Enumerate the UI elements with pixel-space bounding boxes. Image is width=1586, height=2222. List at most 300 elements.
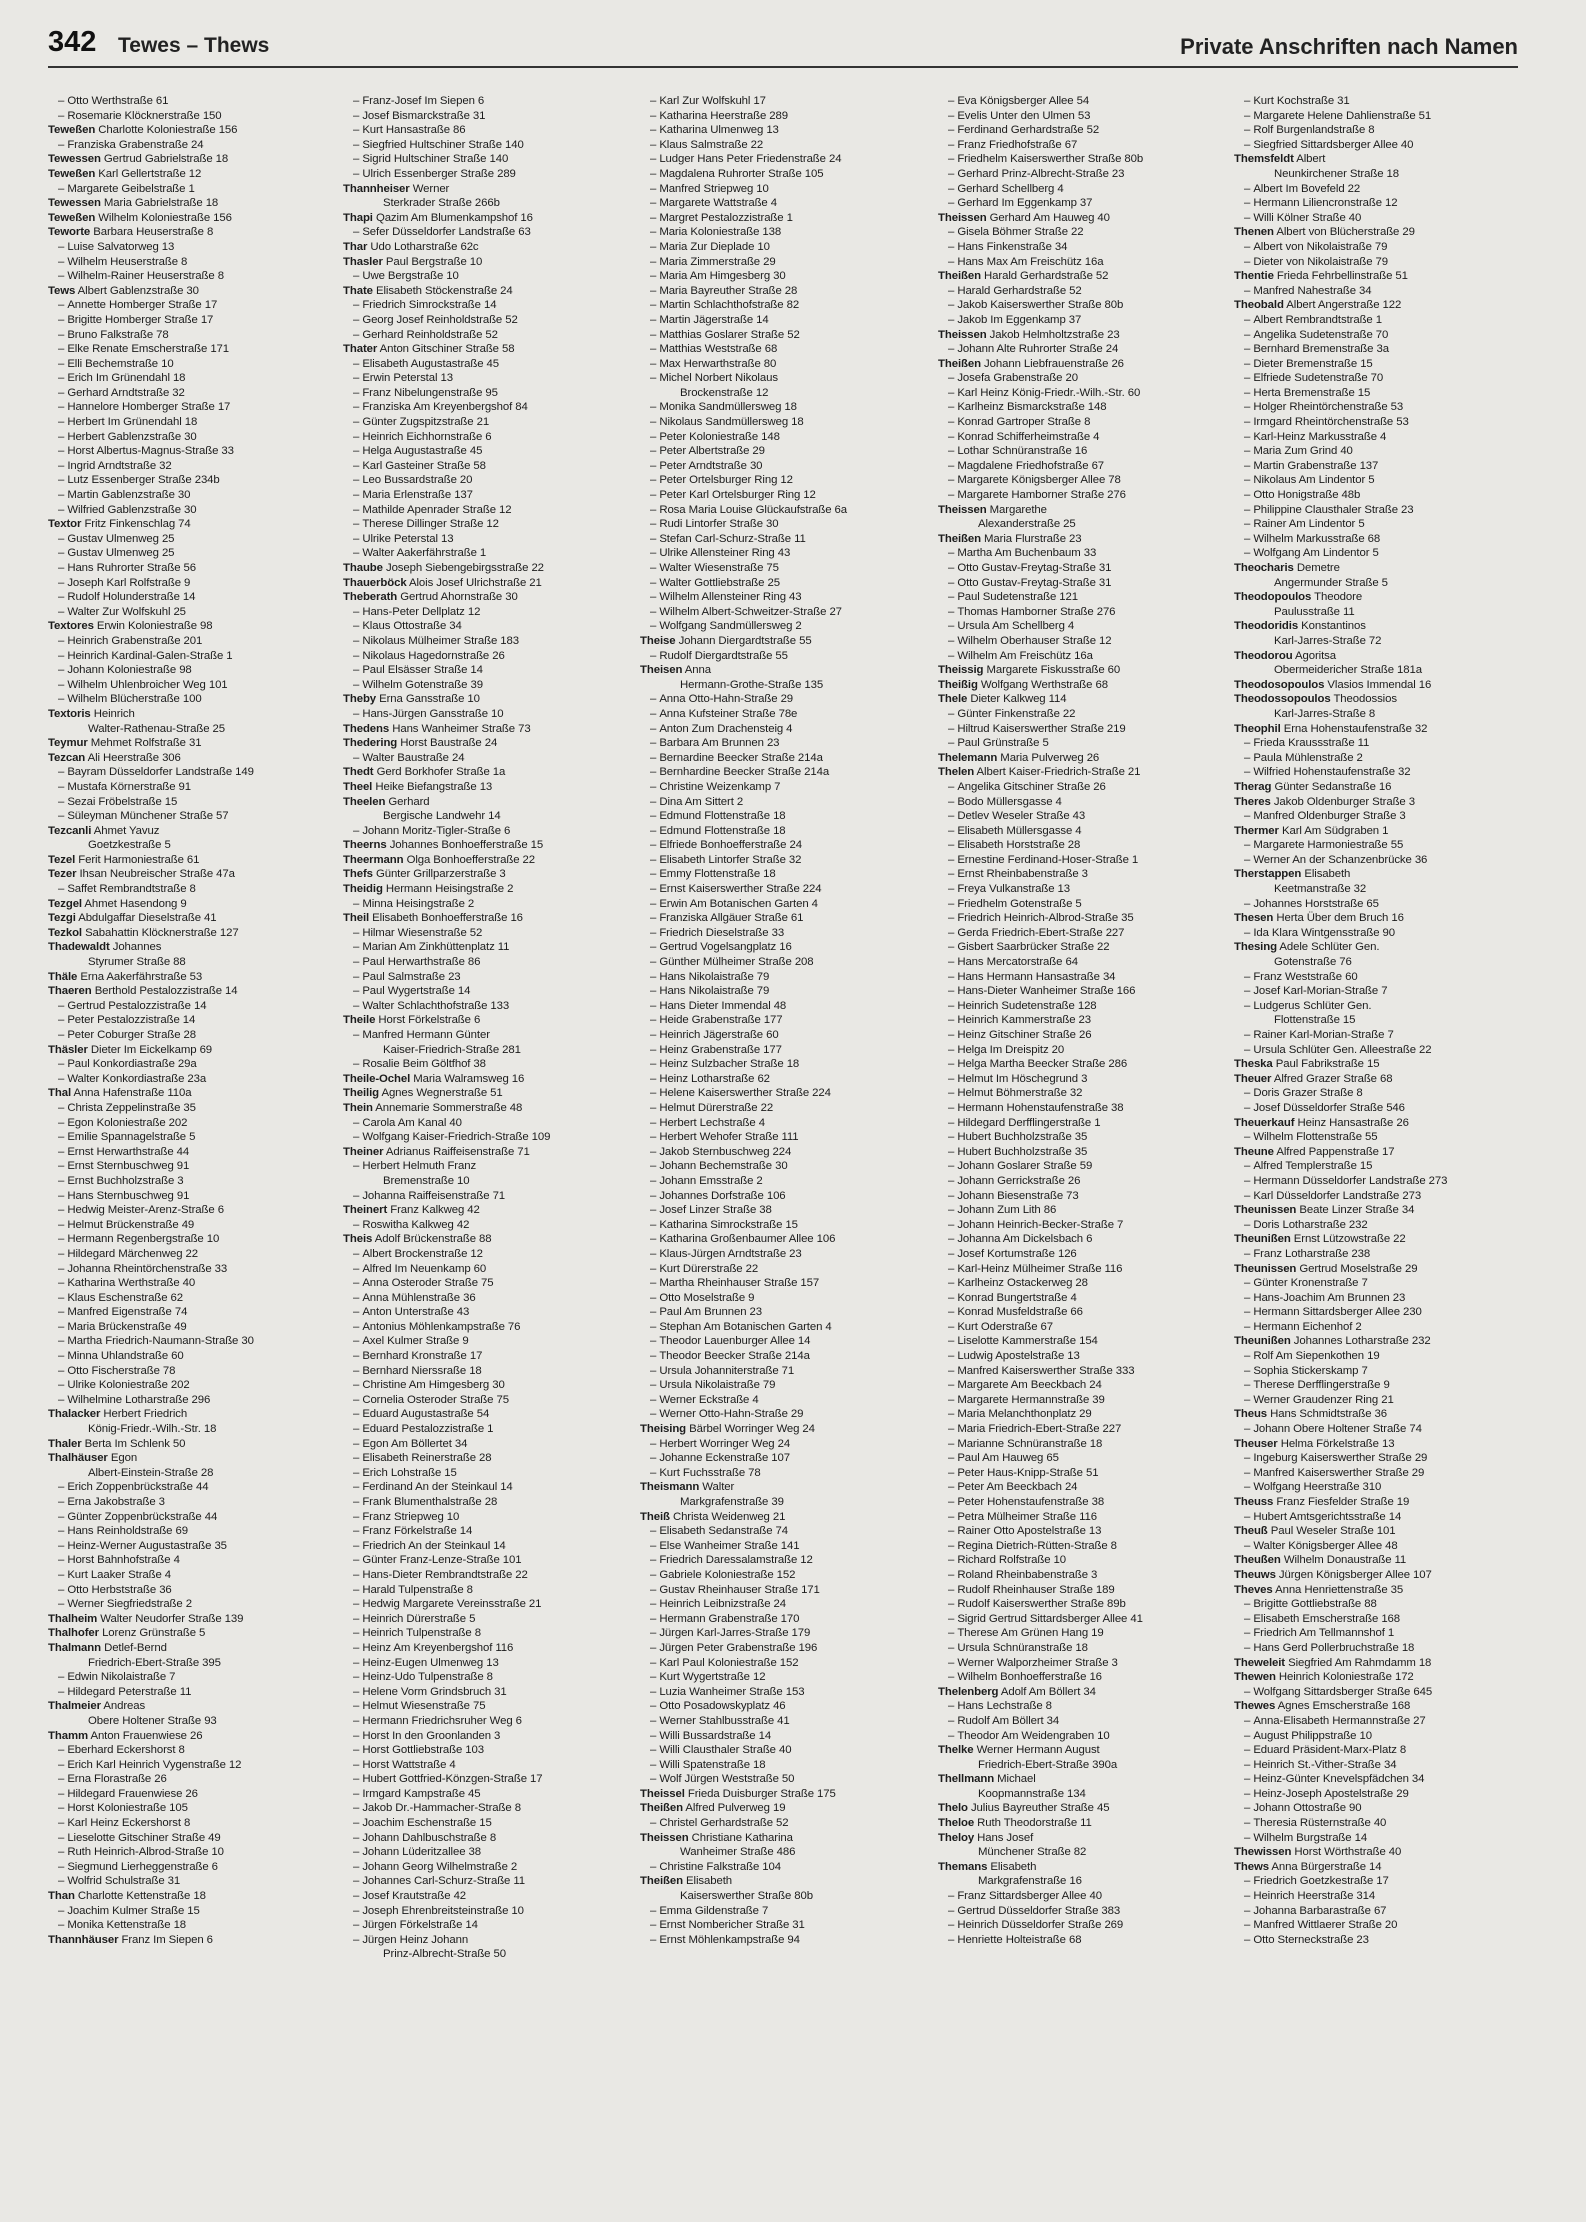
surname: Theocharis xyxy=(1234,562,1294,574)
directory-entry xyxy=(48,1189,338,1204)
directory-entry xyxy=(343,736,633,751)
directory-entry xyxy=(1234,1729,1524,1744)
surname: Theil xyxy=(343,912,370,925)
entry-text: Karl Heinz König-Friedr.-Wilh.-Str. 60 xyxy=(957,386,1141,399)
entry-text: Hans Sternbuschweg 91 xyxy=(67,1189,190,1202)
entry-text: Wilhelm Koloniestraße 156 xyxy=(95,211,232,224)
entry-text: Franz Sittardsberger Allee 40 xyxy=(957,1890,1102,1903)
directory-entry xyxy=(1234,1845,1524,1860)
entry-text: Maria Flurstraße 23 xyxy=(980,532,1082,545)
entry-text: Manfred Hermann Günter xyxy=(362,1029,490,1041)
entry-text: Hermann Düsseldorfer Landstraße 273 xyxy=(1253,1174,1448,1187)
surname: Thentie xyxy=(1234,270,1274,283)
entry-text: Peter Haus-Knipp-Straße 51 xyxy=(957,1466,1099,1479)
directory-entry xyxy=(640,1699,930,1714)
directory-entry xyxy=(343,386,633,401)
directory-entry xyxy=(1234,342,1524,357)
surname: Thadewaldt xyxy=(48,941,110,954)
entry-text: Otto Herbststraße 36 xyxy=(67,1583,172,1596)
entry-text: Otto Honigstraße 48b xyxy=(1253,489,1361,502)
directory-entry xyxy=(938,1378,1228,1393)
entry-text: Rudi Lintorfer Straße 30 xyxy=(659,518,779,531)
directory-entry xyxy=(1234,459,1524,474)
directory-entry xyxy=(938,736,1228,751)
directory-entry xyxy=(1234,240,1524,255)
entry-text: Vlasios Immendal 16 xyxy=(1324,678,1432,691)
entry-text: Otto Gustav-Freytag-Straße 31 xyxy=(957,576,1112,589)
directory-entry xyxy=(1234,1860,1524,1875)
directory-entry xyxy=(938,298,1228,313)
entry-text: Agnes Wegnerstraße 51 xyxy=(379,1087,503,1100)
entry-text: Rolf Am Siepenkothen 19 xyxy=(1253,1350,1380,1363)
address-continuation: Markgrafenstraße 39 xyxy=(680,1496,784,1508)
directory-entry xyxy=(640,284,930,299)
directory-entry xyxy=(640,123,930,138)
directory-entry xyxy=(48,182,338,197)
directory-entry xyxy=(343,1057,633,1072)
entry-text: Hans Hermann Hansastraße 34 xyxy=(957,970,1116,983)
directory-entry xyxy=(1234,692,1524,707)
directory-entry xyxy=(1234,1262,1524,1277)
entry-text: Berthold Pestalozzistraße 14 xyxy=(91,985,238,998)
surname: Theby xyxy=(343,693,377,706)
directory-entry xyxy=(938,1013,1228,1028)
entry-text: Werner Eckstraße 4 xyxy=(659,1393,759,1406)
entry-text: Katharina Großenbaumer Allee 106 xyxy=(659,1233,836,1246)
entry-text: Max Herwarthstraße 80 xyxy=(659,357,777,370)
directory-entry xyxy=(938,225,1228,240)
directory-entry xyxy=(1234,1305,1524,1320)
surname: Thaler xyxy=(48,1437,82,1450)
directory-entry xyxy=(640,1495,930,1510)
entry-text: Hans Josef xyxy=(974,1831,1034,1844)
directory-entry xyxy=(48,1451,338,1466)
directory-entry xyxy=(938,1874,1228,1889)
entry-text: Dina Am Sittert 2 xyxy=(659,795,744,808)
entry-text: Christa Weidenweg 21 xyxy=(669,1510,786,1523)
directory-entry xyxy=(1234,1393,1524,1408)
entry-text: Charlotte Kettenstraße 18 xyxy=(74,1890,206,1903)
directory-entry xyxy=(48,386,338,401)
entry-text: Gisbert Saarbrücker Straße 22 xyxy=(957,941,1110,954)
entry-text: Bernhard Kronstraße 17 xyxy=(362,1350,483,1363)
directory-entry xyxy=(640,882,930,897)
directory-entry xyxy=(938,386,1228,401)
surname: Theodorou xyxy=(1234,649,1293,662)
address-continuation: Keetmanstraße 32 xyxy=(1274,883,1367,896)
directory-entry xyxy=(343,1758,633,1773)
directory-entry xyxy=(938,1933,1228,1948)
entry-text: Heike Biefangstraße 13 xyxy=(372,780,493,793)
directory-entry xyxy=(640,1772,930,1787)
directory-entry xyxy=(938,1889,1228,1904)
directory-entry xyxy=(343,1349,633,1364)
entry-text: Martin Gablenzstraße 30 xyxy=(67,489,191,502)
directory-entry xyxy=(343,123,633,138)
entry-text: Erna Aakerfährstraße 53 xyxy=(77,970,203,983)
surname: Tewessen xyxy=(48,197,101,210)
entry-text: Saffet Rembrandtstraße 8 xyxy=(67,883,196,896)
directory-entry xyxy=(343,838,633,853)
surname: Theissen xyxy=(938,503,987,516)
surname: Theunißen xyxy=(1234,1335,1291,1348)
entry-text: Werner Hermann August xyxy=(973,1744,1100,1757)
surname: Thater xyxy=(343,343,378,356)
entry-text: Franziska Grabenstraße 24 xyxy=(67,138,204,151)
directory-entry xyxy=(343,590,633,605)
directory-entry xyxy=(938,897,1228,912)
entry-text: Elisabeth Augustastraße 45 xyxy=(362,357,500,370)
entry-text: Ali Heerstraße 306 xyxy=(85,751,181,764)
entry-text: Maria Zur Dieplade 10 xyxy=(659,240,770,253)
entry-text: Gerhard Schellberg 4 xyxy=(957,182,1064,195)
directory-entry xyxy=(343,1232,633,1247)
entry-text: Manfred Kaiserswerther Straße 29 xyxy=(1253,1466,1425,1479)
surname: Thelenberg xyxy=(938,1685,999,1698)
directory-entry xyxy=(1234,1276,1524,1291)
entry-text: Walter Wiesenstraße 75 xyxy=(659,562,779,574)
directory-entry xyxy=(938,1553,1228,1568)
directory-entry xyxy=(1234,1699,1524,1714)
entry-text: Siegfried Am Rahmdamm 18 xyxy=(1285,1656,1432,1669)
directory-entry xyxy=(640,1320,930,1335)
directory-entry xyxy=(1234,561,1524,576)
directory-entry xyxy=(343,1947,633,1962)
directory-entry xyxy=(48,707,338,722)
entry-text: Liselotte Kammerstraße 154 xyxy=(957,1335,1098,1348)
directory-entry xyxy=(640,1933,930,1948)
entry-text: Elfriede Bonhoefferstraße 24 xyxy=(659,839,802,852)
directory-entry xyxy=(48,1699,338,1714)
entry-text: Heinz Sulzbacher Straße 18 xyxy=(659,1058,800,1071)
directory-entry xyxy=(343,488,633,503)
entry-text: Gustav Rheinhauser Straße 171 xyxy=(659,1583,820,1596)
entry-text: Gerhard xyxy=(385,795,430,808)
entry-text: Wilhelm Allensteiner Ring 43 xyxy=(659,591,802,604)
directory-entry xyxy=(48,1043,338,1058)
directory-entry xyxy=(1234,882,1524,897)
entry-text: Johannes Dorfstraße 106 xyxy=(659,1189,786,1202)
directory-entry xyxy=(48,882,338,897)
entry-text: Dieter Im Eickelkamp 69 xyxy=(87,1043,213,1056)
directory-entry xyxy=(640,313,930,328)
entry-text: Lutz Essenberger Straße 234b xyxy=(67,474,220,487)
directory-entry xyxy=(1234,1101,1524,1116)
entry-text: Margarete Geibelstraße 1 xyxy=(67,182,195,195)
directory-entry xyxy=(1234,1028,1524,1043)
directory-entry xyxy=(640,138,930,153)
entry-text: Horst Wörthstraße 40 xyxy=(1291,1846,1402,1859)
surname: Therstappen xyxy=(1234,868,1302,881)
entry-text: Johannes Lotharstraße 232 xyxy=(1290,1335,1431,1348)
entry-text: Theodor Am Weidengraben 10 xyxy=(957,1729,1110,1742)
directory-entry xyxy=(938,1714,1228,1729)
entry-text: Luise Salvatorweg 13 xyxy=(67,240,175,253)
surname: Thaeren xyxy=(48,985,92,998)
entry-text: Albert Kaiser-Friedrich-Straße 21 xyxy=(974,766,1141,779)
directory-entry xyxy=(640,824,930,839)
directory-entry xyxy=(343,473,633,488)
entry-text: Jürgen Heinz Johann xyxy=(362,1933,469,1946)
entry-text: Hans Max Am Freischütz 16a xyxy=(957,255,1104,268)
directory-entry xyxy=(1234,517,1524,532)
directory-entry xyxy=(1234,1874,1524,1889)
entry-text: Martha Rheinhauser Straße 157 xyxy=(659,1277,820,1290)
entry-text: Günter Finkenstraße 22 xyxy=(957,707,1076,720)
directory-entry xyxy=(343,1801,633,1816)
directory-entry xyxy=(48,1407,338,1422)
directory-entry xyxy=(48,1918,338,1933)
entry-text: Friedrich Goetzkestraße 17 xyxy=(1253,1875,1389,1888)
entry-text: Wilhelm Uhlenbroicher Weg 101 xyxy=(67,678,228,691)
directory-entry xyxy=(938,663,1228,678)
directory-entry xyxy=(1234,94,1524,109)
entry-text: Johann Emsstraße 2 xyxy=(659,1174,763,1187)
entry-text: Hedwig Meister-Arenz-Straße 6 xyxy=(67,1204,224,1217)
directory-entry xyxy=(343,1743,633,1758)
entry-text: Nikolaus Mülheimer Straße 183 xyxy=(362,634,519,647)
entry-text: Edmund Flottenstraße 18 xyxy=(659,810,786,823)
address-continuation: Münchener Straße 82 xyxy=(978,1846,1087,1859)
entry-text: Andreas xyxy=(100,1700,146,1713)
directory-entry xyxy=(1234,1407,1524,1422)
directory-entry xyxy=(1234,444,1524,459)
surname: Thannhäuser xyxy=(48,1933,119,1946)
surname: Theunißen xyxy=(1234,1233,1291,1246)
directory-entry xyxy=(48,1057,338,1072)
directory-entry xyxy=(938,1626,1228,1641)
entry-text: Albert von Blücherstraße 29 xyxy=(1273,226,1415,239)
entry-text: Alfred Grazer Straße 68 xyxy=(1271,1072,1393,1085)
directory-entry xyxy=(343,298,633,313)
directory-entry xyxy=(343,1656,633,1671)
directory-entry xyxy=(938,94,1228,109)
entry-text: Walter Konkordiastraße 23a xyxy=(67,1072,207,1085)
entry-text: Maria Brückenstraße 49 xyxy=(67,1320,187,1333)
surname: Theerns xyxy=(343,839,387,852)
entry-text: Helmut Wiesenstraße 75 xyxy=(362,1700,486,1713)
entry-text: Wolfgang Kaiser-Friedrich-Straße 109 xyxy=(362,1131,551,1144)
directory-entry xyxy=(1234,1334,1524,1349)
directory-entry xyxy=(640,751,930,766)
directory-entry xyxy=(640,692,930,707)
directory-entry xyxy=(48,1583,338,1598)
directory-entry xyxy=(48,1539,338,1554)
directory-entry xyxy=(640,328,930,343)
directory-entry xyxy=(48,1845,338,1860)
entry-text: Ernst Sternbuschweg 91 xyxy=(67,1160,190,1173)
entry-text: Elisabeth Reinerstraße 28 xyxy=(362,1452,492,1465)
directory-entry xyxy=(1234,590,1524,605)
directory-entry xyxy=(48,1101,338,1116)
directory-entry xyxy=(640,1407,930,1422)
directory-entry xyxy=(640,1480,930,1495)
entry-text: Christine Falkstraße 104 xyxy=(659,1860,781,1873)
surname: Theunissen xyxy=(1234,1262,1297,1275)
surname: Thewissen xyxy=(1234,1846,1292,1859)
entry-text: Ruth Theodorstraße 11 xyxy=(974,1817,1092,1830)
directory-entry xyxy=(640,386,930,401)
entry-text: Detlef-Bernd xyxy=(101,1641,167,1654)
entry-text: Egon Koloniestraße 202 xyxy=(67,1116,188,1129)
entry-text: Demetre xyxy=(1293,562,1340,574)
directory-entry xyxy=(640,1334,930,1349)
directory-entry xyxy=(1234,1539,1524,1554)
entry-text: Rainer Am Lindentor 5 xyxy=(1253,518,1365,531)
entry-text: Heinz Gitschiner Straße 26 xyxy=(957,1029,1092,1041)
surname: Tezer xyxy=(48,868,77,881)
entry-text: Ernst Rheinbabenstraße 3 xyxy=(957,868,1088,881)
address-continuation: Obermeidericher Straße 181a xyxy=(1274,664,1422,677)
directory-entry xyxy=(343,400,633,415)
directory-entry xyxy=(48,503,338,518)
directory-entry xyxy=(48,284,338,299)
entry-text: Bernhardine Beecker Straße 214a xyxy=(659,766,830,779)
directory-entry xyxy=(48,824,338,839)
directory-entry xyxy=(640,473,930,488)
directory-entry xyxy=(640,255,930,270)
entry-text: Alfred Pulverweg 19 xyxy=(682,1802,786,1815)
entry-text: Karl Zur Wolfskuhl 17 xyxy=(659,95,766,107)
directory-entry xyxy=(343,1831,633,1846)
directory-entry xyxy=(938,999,1228,1014)
directory-entry xyxy=(48,459,338,474)
entry-text: Fritz Finkenschlag 74 xyxy=(81,518,191,531)
directory-entry xyxy=(343,1364,633,1379)
address-continuation: Prinz-Albrecht-Straße 50 xyxy=(383,1948,506,1961)
entry-text: Heinz-Joseph Apostelstraße 29 xyxy=(1253,1787,1409,1800)
directory-entry xyxy=(938,1539,1228,1554)
directory-entry xyxy=(1234,1685,1524,1700)
directory-entry xyxy=(343,867,633,882)
address-continuation: Bergische Landwehr 14 xyxy=(383,810,501,823)
directory-entry xyxy=(640,1904,930,1919)
entry-text: Theodossios xyxy=(1330,693,1397,706)
entry-text: Gerhard Am Hauweg 40 xyxy=(986,211,1110,224)
directory-entry xyxy=(640,1189,930,1204)
directory-entry xyxy=(938,576,1228,591)
entry-text: Karl-Heinz Markusstraße 4 xyxy=(1253,430,1387,443)
directory-entry xyxy=(640,1510,930,1525)
directory-entry xyxy=(938,123,1228,138)
directory-entry xyxy=(48,1597,338,1612)
directory-entry xyxy=(343,546,633,561)
directory-entry xyxy=(938,1437,1228,1452)
directory-entry xyxy=(1234,838,1524,853)
directory-entry xyxy=(938,1422,1228,1437)
directory-entry xyxy=(640,152,930,167)
entry-text: Hermann Eichenhof 2 xyxy=(1253,1320,1362,1333)
directory-entry xyxy=(1234,138,1524,153)
directory-entry xyxy=(343,1378,633,1393)
entry-text: Hans Reinholdstraße 69 xyxy=(67,1525,188,1538)
directory-entry xyxy=(1234,1437,1524,1452)
surname: Theisen xyxy=(640,664,683,677)
entry-text: Horst Koloniestraße 105 xyxy=(67,1802,188,1815)
surname: Theloe xyxy=(938,1817,975,1830)
directory-entry xyxy=(1234,182,1524,197)
entry-text: Hermann Hohenstaufenstraße 38 xyxy=(957,1101,1124,1114)
directory-entry xyxy=(48,400,338,415)
address-continuation: Friedrich-Ebert-Straße 395 xyxy=(88,1656,221,1669)
entry-text: Heinz-Werner Augustastraße 35 xyxy=(67,1539,227,1552)
directory-entry xyxy=(48,692,338,707)
entry-text: Bayram Düsseldorfer Landstraße 149 xyxy=(67,766,254,779)
directory-entry xyxy=(343,1072,633,1087)
entry-text: Friedrich Daressalamstraße 12 xyxy=(659,1554,813,1567)
surname: Thedering xyxy=(343,737,398,750)
entry-text: Peter Am Beeckbach 24 xyxy=(957,1481,1078,1494)
entry-text: Anna-Elisabeth Hermannstraße 27 xyxy=(1253,1714,1426,1727)
directory-entry xyxy=(1234,1043,1524,1058)
directory-entry xyxy=(938,1524,1228,1539)
entry-text: Ernst Lützowstraße 22 xyxy=(1290,1233,1406,1246)
directory-entry xyxy=(48,765,338,780)
directory-entry xyxy=(938,1247,1228,1262)
entry-text: Erna Hohenstaufenstraße 32 xyxy=(1280,722,1428,735)
directory-entry xyxy=(48,1831,338,1846)
directory-entry xyxy=(1234,707,1524,722)
entry-text: Hans Lechstraße 8 xyxy=(957,1700,1052,1713)
surname: Thasler xyxy=(343,255,383,268)
entry-text: Elfriede Sudetenstraße 70 xyxy=(1253,372,1384,385)
directory-entry xyxy=(938,371,1228,386)
entry-text: Helma Förkelstraße 13 xyxy=(1277,1437,1395,1450)
entry-text: Ida Klara Wintgensstraße 90 xyxy=(1253,926,1395,939)
entry-text: Theodore xyxy=(1311,591,1363,604)
directory-entry xyxy=(1234,1933,1524,1948)
entry-text: Richard Rolfstraße 10 xyxy=(957,1554,1066,1567)
entry-text: Rainer Karl-Morian-Straße 7 xyxy=(1253,1029,1394,1041)
entry-text: Hans Mercatorstraße 64 xyxy=(957,956,1078,969)
directory-entry xyxy=(938,1831,1228,1846)
directory-entry xyxy=(640,984,930,999)
directory-entry xyxy=(938,1305,1228,1320)
directory-entry xyxy=(48,1889,338,1904)
directory-entry xyxy=(1234,911,1524,926)
surname: Theißig xyxy=(938,678,978,691)
entry-text: Lieselotte Gitschiner Straße 49 xyxy=(67,1831,221,1844)
directory-entry xyxy=(1234,1378,1524,1393)
directory-entry xyxy=(640,1218,930,1233)
entry-text: Martin Grabenstraße 137 xyxy=(1253,459,1379,472)
directory-entry xyxy=(1234,736,1524,751)
entry-text: Johann Biesenstraße 73 xyxy=(957,1189,1079,1202)
directory-entry xyxy=(640,1874,930,1889)
entry-text: Doris Grazer Straße 8 xyxy=(1253,1087,1363,1100)
entry-text: Lothar Schnüranstraße 16 xyxy=(957,445,1088,458)
surname: Theißen xyxy=(938,357,981,370)
directory-entry xyxy=(48,1670,338,1685)
directory-entry xyxy=(343,1101,633,1116)
entry-text: Hermann Regenbergstraße 10 xyxy=(67,1233,220,1246)
entry-text: Sigrid Gertrud Sittardsberger Allee 41 xyxy=(957,1612,1143,1625)
entry-text: Friedhelm Kaiserswerther Straße 80b xyxy=(957,153,1144,166)
directory-entry xyxy=(938,255,1228,270)
entry-text: Ludwig Apostelstraße 13 xyxy=(957,1350,1080,1363)
directory-entry xyxy=(343,211,633,226)
entry-text: Otto Gustav-Freytag-Straße 31 xyxy=(957,562,1112,574)
directory-entry xyxy=(938,1130,1228,1145)
address-continuation: Obere Holtener Straße 93 xyxy=(88,1714,217,1727)
entry-text: Franz Lotharstraße 238 xyxy=(1253,1247,1371,1260)
entry-text: Theodor Lauenburger Allee 14 xyxy=(659,1335,811,1348)
directory-entry xyxy=(48,1320,338,1335)
directory-entry xyxy=(1234,649,1524,664)
directory-entry xyxy=(1234,503,1524,518)
directory-entry xyxy=(640,488,930,503)
directory-entry xyxy=(48,342,338,357)
